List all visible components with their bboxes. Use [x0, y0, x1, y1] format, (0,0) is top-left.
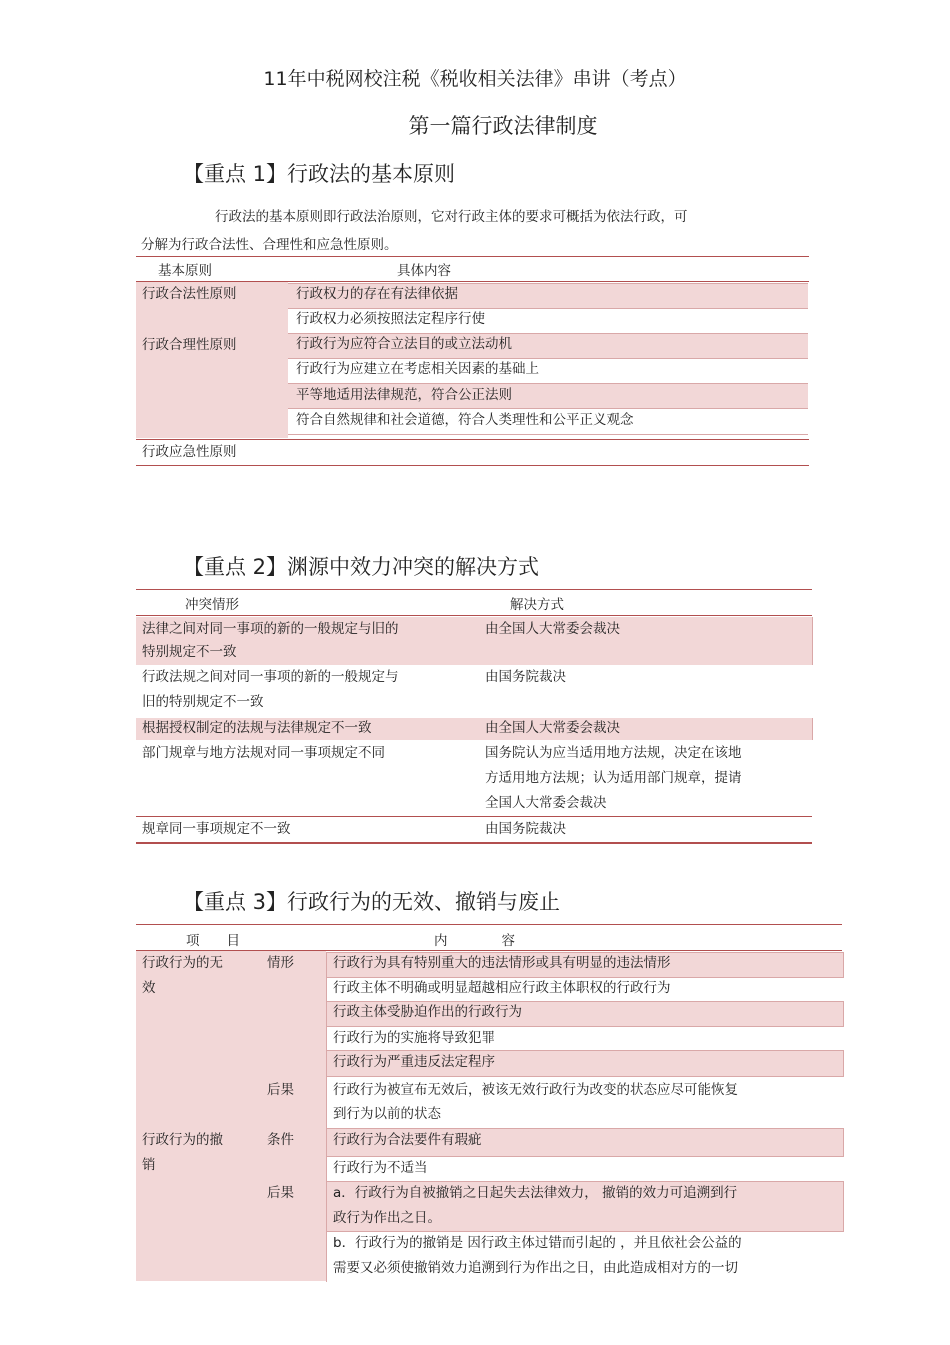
table-row: 政行为作出之日。 [333, 1210, 441, 1226]
item-column-fill [136, 951, 326, 1281]
section-3-heading: 【重点 3】行政行为的无效、撤销与废止 [183, 890, 561, 914]
table-rule [136, 589, 812, 590]
principle-emergency: 行政应急性原则 [142, 444, 237, 460]
table-row: 行政主体不明确或明显超越相应行政主体职权的行政行为 [333, 980, 671, 996]
item-revoke: 销 [142, 1157, 156, 1173]
item-revoke: 行政行为的撤 [142, 1132, 223, 1148]
table-rule [136, 465, 809, 466]
table-row: 部门规章与地方法规对同一事项规定不同 [142, 745, 385, 761]
table-header-content: 内 容 [434, 933, 515, 949]
table-row: 平等地适用法律规范，符合公正法则 [296, 387, 512, 403]
table-header-solution: 解决方式 [510, 597, 564, 613]
sub-label-situation: 情形 [267, 955, 294, 971]
table-row: 行政行为应建立在考虑相关因素的基础上 [296, 361, 539, 377]
table-row: a．行政行为自被撤销之日起失去法律效力， 撤销的效力可追溯到行 [333, 1185, 738, 1201]
table-row: 行政行为的实施将导致犯罪 [333, 1030, 495, 1046]
table-row: 行政行为被宣布无效后，被该无效行政行为改变的状态应尽可能恢复 [333, 1082, 738, 1098]
table-row: 到行为以前的状态 [333, 1106, 441, 1122]
principle-legality: 行政合法性原则 [142, 286, 237, 302]
table-row: 由国务院裁决 [485, 821, 566, 837]
table-row: 行政行为具有特别重大的违法情形或具有明显的违法情形 [333, 955, 671, 971]
table-row: 行政主体受胁迫作出的行政行为 [333, 1004, 522, 1020]
section-1-intro-line-2: 分解为行政合法性、合理性和应急性原则。 [141, 237, 398, 253]
sub-label-condition: 条件 [267, 1132, 294, 1148]
table-rule [136, 842, 812, 844]
table-header-item: 项 目 [186, 933, 240, 949]
table-row: 行政行为严重违反法定程序 [333, 1054, 495, 1070]
table-row: 由国务院裁决 [485, 669, 566, 685]
table-row: 行政行为不适当 [333, 1160, 428, 1176]
item-void: 效 [142, 980, 156, 996]
table-row: 法律之间对同一事项的新的一般规定与旧的 [142, 621, 399, 637]
table-row: b．行政行为的撤销是 因行政主体过错而引起的 ，并且依社会公益的 [333, 1235, 742, 1251]
table-header-case: 冲突情形 [185, 597, 239, 613]
sub-label-consequence: 后果 [267, 1082, 294, 1098]
table-row: 规章同一事项规定不一致 [142, 821, 291, 837]
part-title: 第一篇行政法律制度 [408, 114, 598, 138]
table-header-content: 具体内容 [397, 263, 451, 279]
item-void: 行政行为的无 [142, 955, 223, 971]
section-1-heading: 【重点 1】行政法的基本原则 [183, 162, 456, 186]
table-row: 方适用地方法规；认为适用部门规章，提请 [485, 770, 742, 786]
table-row: 由全国人大常委会裁决 [485, 720, 620, 736]
sub-label-consequence: 后果 [267, 1185, 294, 1201]
table-row: 行政权力必须按照法定程序行使 [296, 311, 485, 327]
table-row: 行政权力的存在有法律依据 [296, 286, 458, 302]
document-title: 11年中税网校注税《税收相关法律》串讲（考点） [263, 68, 687, 90]
table-row: 行政法规之间对同一事项的新的一般规定与 [142, 669, 399, 685]
table-header-principle: 基本原则 [158, 263, 212, 279]
table-row: 特别规定不一致 [142, 644, 237, 660]
table-row: 旧的特别规定不一致 [142, 694, 264, 710]
table-row: 行政行为合法要件有瑕疵 [333, 1132, 482, 1148]
table-rule [136, 439, 809, 440]
table-rule [136, 615, 812, 616]
principle-rationality: 行政合理性原则 [142, 337, 237, 353]
table-row: 符合自然规律和社会道德，符合人类理性和公平正义观念 [296, 412, 634, 428]
table-row: 行政行为应符合立法目的或立法动机 [296, 336, 512, 352]
table-rule [136, 924, 842, 925]
table-rule [136, 256, 809, 257]
table-row: 国务院认为应当适用地方法规，决定在该地 [485, 745, 742, 761]
section-2-heading: 【重点 2】渊源中效力冲突的解决方式 [183, 555, 540, 579]
table-row: 根据授权制定的法规与法律规定不一致 [142, 720, 372, 736]
table-row: 由全国人大常委会裁决 [485, 621, 620, 637]
section-1-intro-line-1: 行政法的基本原则即行政法治原则，它对行政主体的要求可概括为依法行政，可 [215, 209, 688, 225]
table-row: 全国人大常委会裁决 [485, 795, 607, 811]
table-row: 需要又必须使撤销效力追溯到行为作出之日，由此造成相对方的一切 [333, 1260, 738, 1276]
